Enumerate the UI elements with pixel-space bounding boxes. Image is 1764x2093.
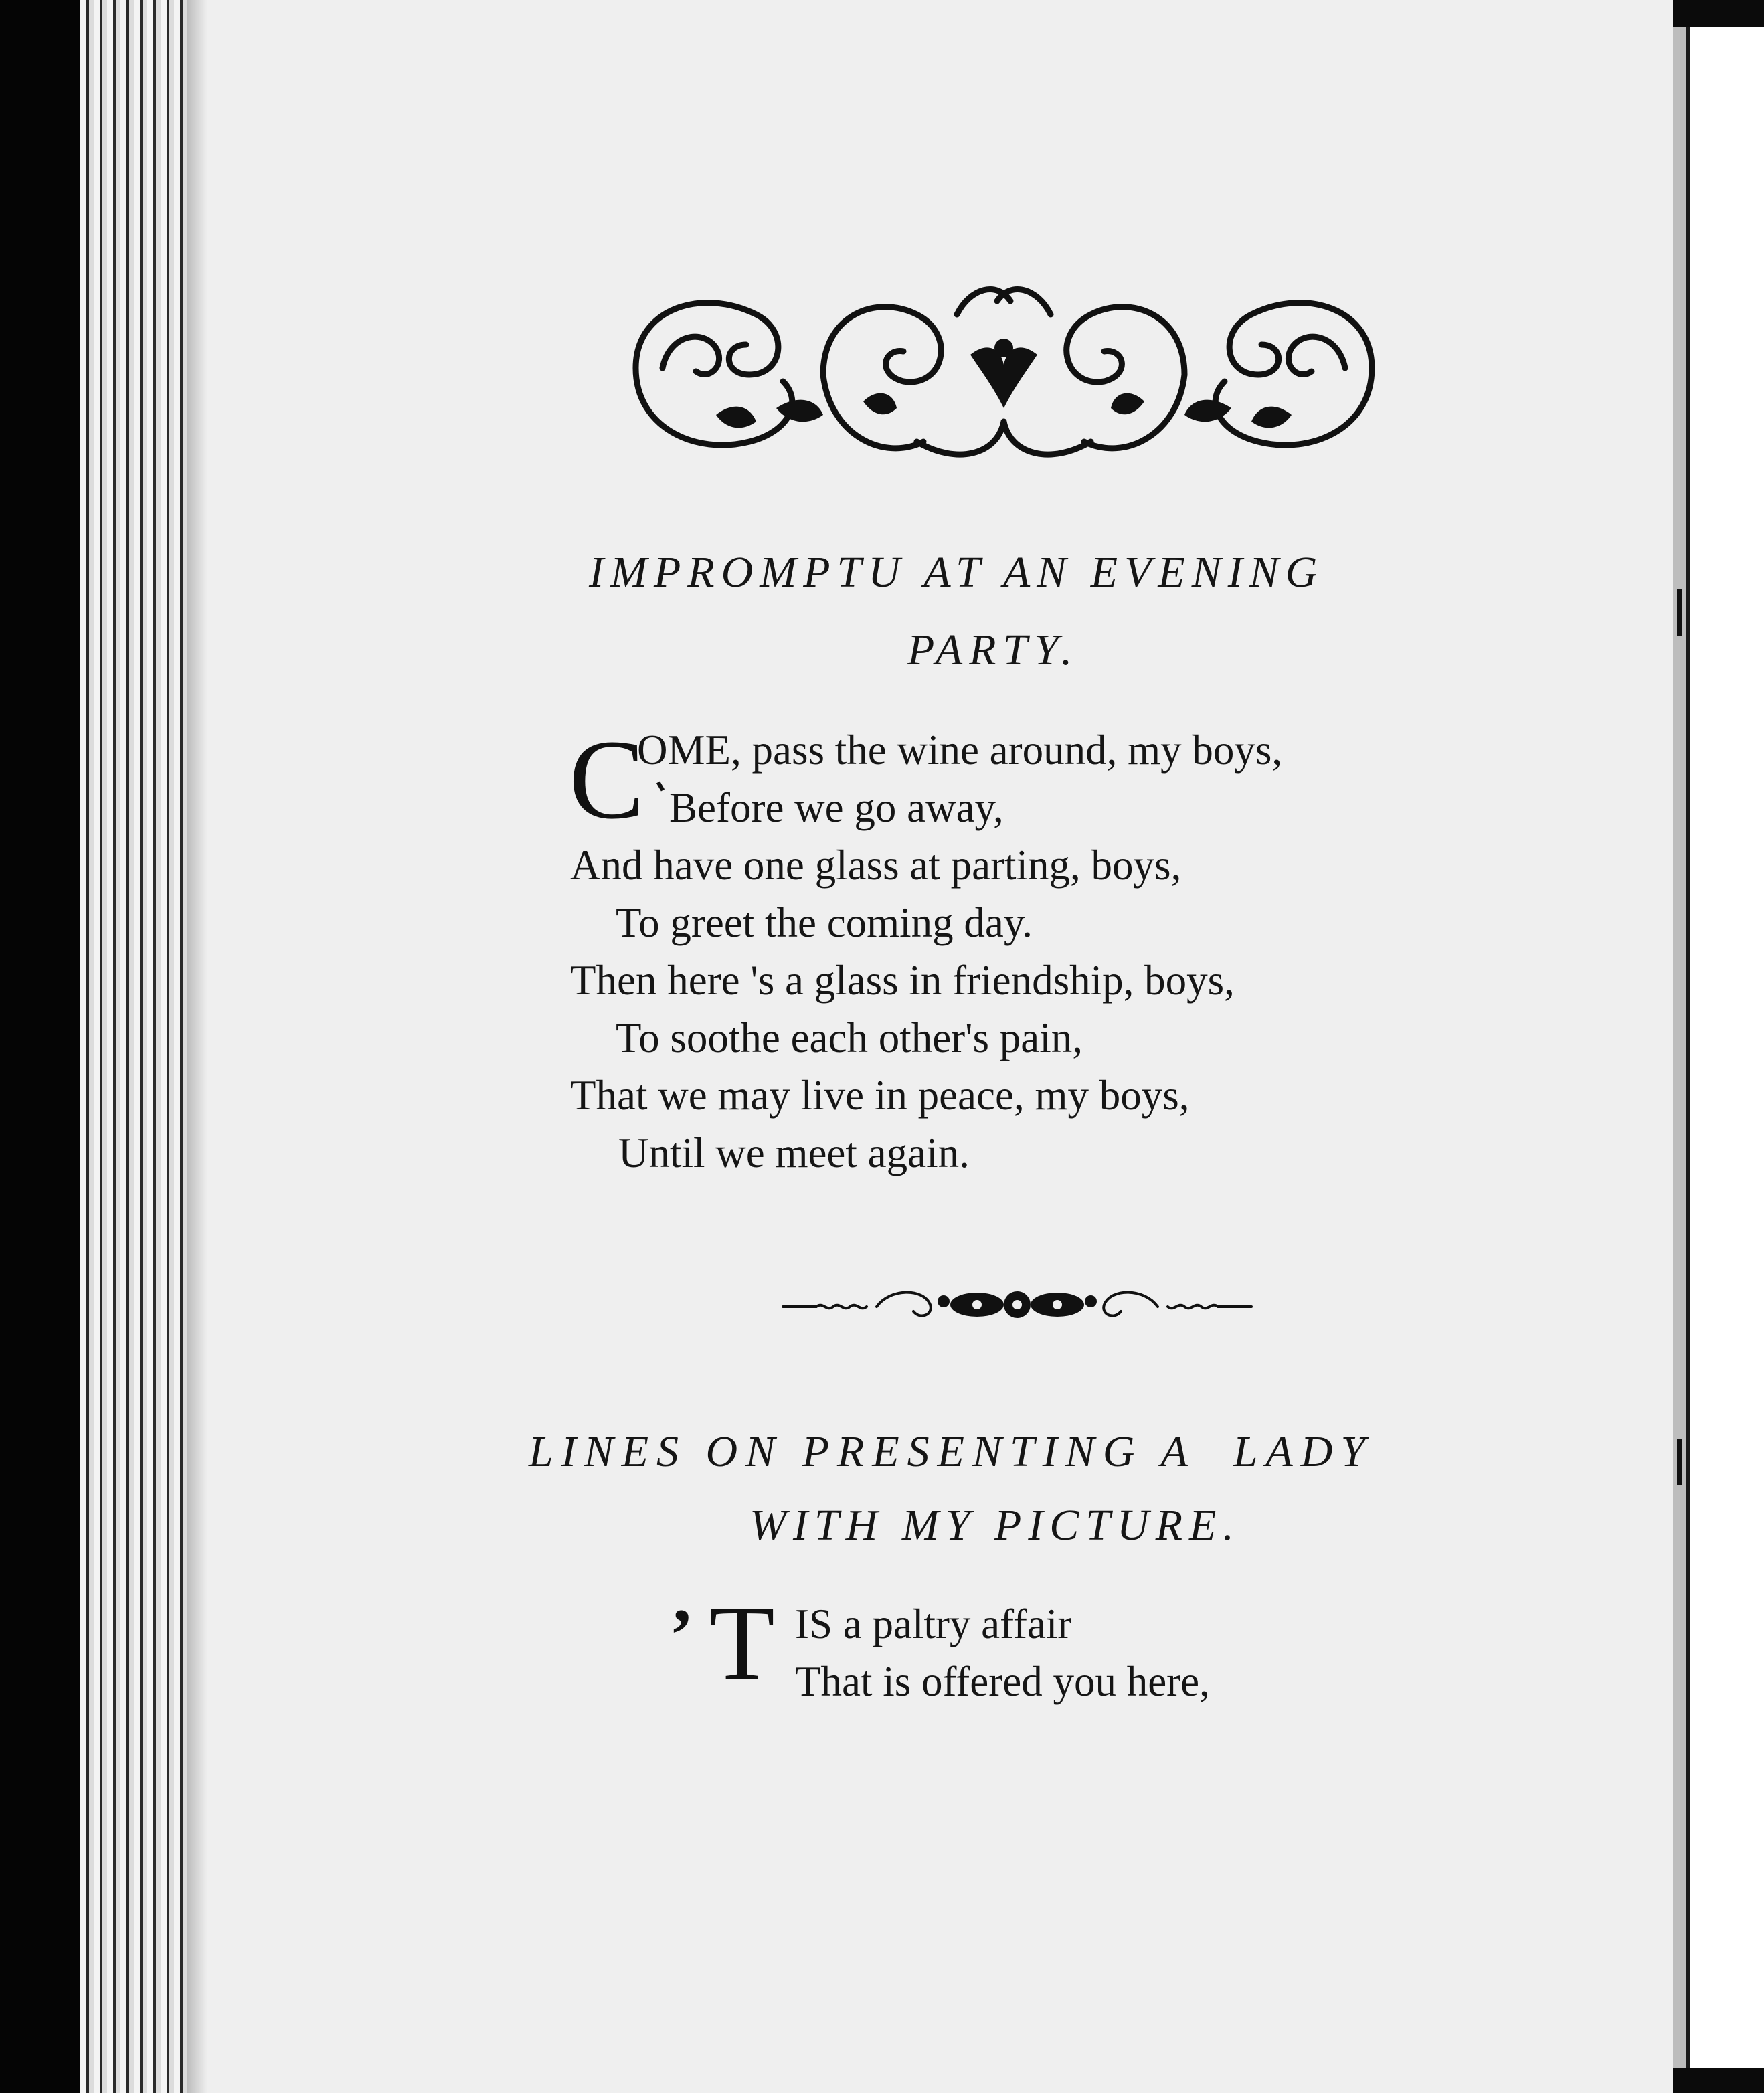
scan-background-left xyxy=(0,0,80,2093)
verse-line: OME, pass the wine around, my boys, xyxy=(637,727,1283,774)
scan-corner-top xyxy=(1673,0,1764,27)
verse-line: And have one glass at parting, boys, xyxy=(570,842,1182,889)
verse-line: Before we go away, xyxy=(669,784,1004,831)
verse-line: IS a paltry affair xyxy=(795,1601,1072,1647)
page-edges-left xyxy=(80,0,201,2093)
verse-line: Until we meet again. xyxy=(618,1129,970,1176)
verse-line: Then here 's a glass in friendship, boys, xyxy=(570,957,1235,1004)
page-edge-right xyxy=(1673,0,1686,2093)
verse-line: That we may live in peace, my boys, xyxy=(570,1072,1190,1119)
verse-line: To greet the coming day. xyxy=(616,899,1033,946)
floral-tailpiece-icon xyxy=(776,1281,1258,1328)
drop-cap: C xyxy=(569,717,645,842)
scrollwork-headpiece-icon xyxy=(622,274,1385,475)
edge-mark xyxy=(1677,589,1682,636)
leading-apostrophe: ’ xyxy=(669,1594,694,1675)
page-gutter-shade xyxy=(187,0,207,2093)
poem-title-line-2: PARTY. xyxy=(907,626,1079,674)
verse-line: To soothe each other's pain, xyxy=(616,1014,1083,1061)
edge-mark xyxy=(1677,1439,1682,1485)
poem-title-line-2: WITH MY PICTURE. xyxy=(749,1501,1241,1550)
drop-cap: T xyxy=(709,1583,775,1702)
poem-title-line-1: LINES ON PRESENTING A LADY xyxy=(529,1427,1374,1476)
poem-title-line-1: IMPROMPTU AT AN EVENING xyxy=(589,548,1324,597)
scan-corner-bottom xyxy=(1673,2068,1764,2093)
verse-line: That is offered you here, xyxy=(795,1658,1210,1705)
scan-background-right xyxy=(1690,0,1764,2093)
